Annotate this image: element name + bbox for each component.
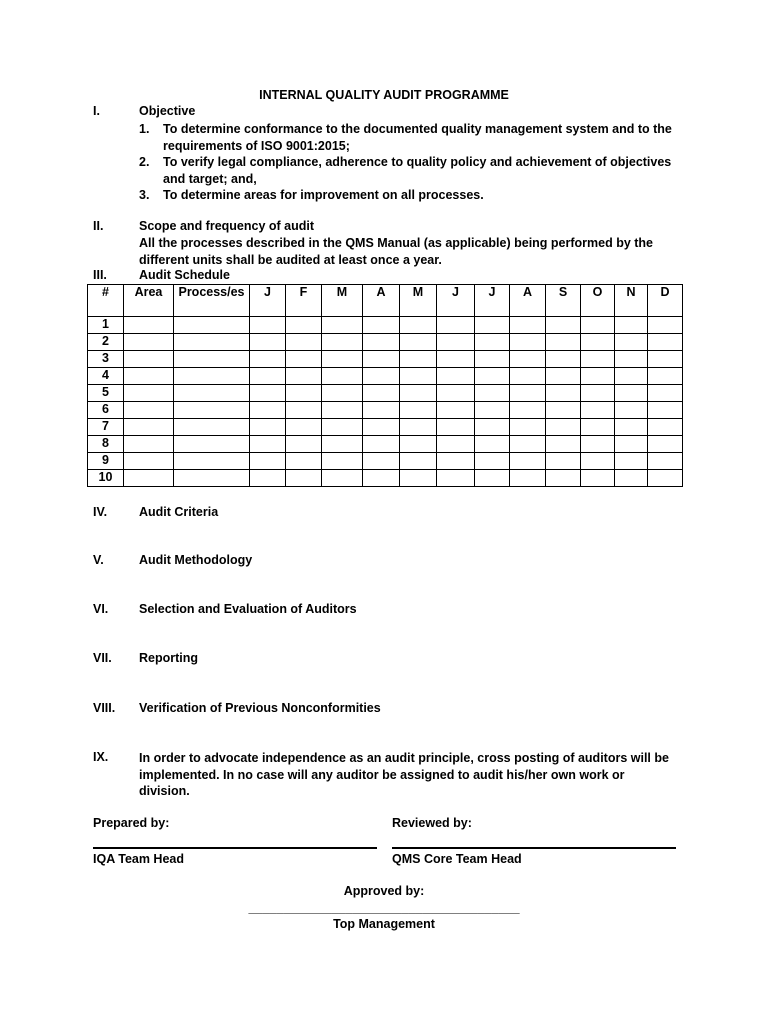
- schedule-cell: [510, 470, 546, 487]
- schedule-cell: [510, 419, 546, 436]
- section-4-number: IV.: [93, 505, 108, 519]
- schedule-cell: [174, 419, 250, 436]
- section-3-heading: Audit Schedule: [139, 268, 230, 282]
- schedule-cell: [250, 419, 286, 436]
- schedule-cell: [250, 368, 286, 385]
- approved-role: Top Management: [333, 917, 435, 931]
- schedule-cell: [475, 368, 510, 385]
- table-row: [88, 317, 683, 334]
- objective-item: [139, 121, 679, 154]
- schedule-cell: [174, 470, 250, 487]
- schedule-cell: [581, 385, 615, 402]
- schedule-cell: [615, 368, 648, 385]
- schedule-header-row: [88, 285, 683, 317]
- schedule-cell: [546, 402, 581, 419]
- schedule-cell: [546, 419, 581, 436]
- approved-signature-line: _______________________________________: [248, 901, 520, 915]
- schedule-cell: [363, 436, 400, 453]
- schedule-cell: [546, 470, 581, 487]
- schedule-cell: [648, 351, 683, 368]
- objectives-list: [139, 121, 679, 204]
- schedule-cell: [546, 334, 581, 351]
- schedule-cell: [615, 470, 648, 487]
- schedule-cell: [286, 453, 322, 470]
- schedule-cell: [475, 470, 510, 487]
- schedule-cell: [648, 436, 683, 453]
- section-6-heading: Selection and Evaluation of Auditors: [139, 602, 357, 616]
- schedule-cell: [437, 470, 475, 487]
- row-number: 8: [88, 436, 124, 453]
- section-2-number: II.: [93, 219, 104, 233]
- schedule-cell: [322, 436, 363, 453]
- column-header: Process/es: [174, 285, 250, 317]
- schedule-cell: [174, 385, 250, 402]
- section-9-text: In order to advocate independence as an audit principle, cross posting of auditors will be implemented. In no case will any auditor be assigned to audit his/her own work or division.: [139, 751, 669, 798]
- schedule-cell: [475, 402, 510, 419]
- schedule-cell: [648, 317, 683, 334]
- objective-item: [139, 187, 679, 204]
- schedule-cell: [286, 317, 322, 334]
- schedule-cell: [174, 351, 250, 368]
- schedule-cell: [174, 453, 250, 470]
- table-row: [88, 351, 683, 368]
- column-header: A: [363, 285, 400, 317]
- row-number: 4: [88, 368, 124, 385]
- schedule-cell: [286, 334, 322, 351]
- schedule-cell: [400, 351, 437, 368]
- schedule-cell: [400, 317, 437, 334]
- schedule-cell: [124, 334, 174, 351]
- schedule-cell: [437, 317, 475, 334]
- schedule-cell: [322, 419, 363, 436]
- schedule-cell: [174, 317, 250, 334]
- schedule-cell: [581, 470, 615, 487]
- schedule-cell: [322, 351, 363, 368]
- section-8-number: VIII.: [93, 701, 116, 715]
- schedule-cell: [615, 385, 648, 402]
- column-header: N: [615, 285, 648, 317]
- objective-text: To determine conformance to the documented quality management system and to the requirements of ISO 9001:2015;: [163, 122, 672, 153]
- schedule-cell: [475, 351, 510, 368]
- schedule-cell: [475, 419, 510, 436]
- objective-item: [139, 154, 679, 187]
- reviewed-role: QMS Core Team Head: [392, 852, 522, 866]
- section-4-heading: Audit Criteria: [139, 505, 219, 519]
- schedule-cell: [400, 419, 437, 436]
- schedule-cell: [400, 436, 437, 453]
- schedule-cell: [250, 470, 286, 487]
- schedule-cell: [648, 368, 683, 385]
- column-header: O: [581, 285, 615, 317]
- schedule-cell: [475, 334, 510, 351]
- schedule-cell: [322, 402, 363, 419]
- schedule-cell: [363, 402, 400, 419]
- schedule-cell: [124, 351, 174, 368]
- column-header: D: [648, 285, 683, 317]
- section-6-number: VI.: [93, 602, 109, 616]
- schedule-cell: [363, 317, 400, 334]
- schedule-cell: [581, 419, 615, 436]
- document-title: INTERNAL QUALITY AUDIT PROGRAMME: [259, 88, 509, 102]
- schedule-cell: [174, 334, 250, 351]
- schedule-cell: [437, 402, 475, 419]
- schedule-cell: [615, 436, 648, 453]
- section-5-heading: Audit Methodology: [139, 553, 253, 567]
- schedule-cell: [363, 368, 400, 385]
- schedule-cell: [286, 368, 322, 385]
- objective-text: To determine areas for improvement on all processes.: [163, 188, 484, 202]
- table-row: [88, 402, 683, 419]
- schedule-cell: [174, 368, 250, 385]
- schedule-cell: [437, 334, 475, 351]
- schedule-cell: [250, 334, 286, 351]
- row-number: 5: [88, 385, 124, 402]
- schedule-cell: [286, 419, 322, 436]
- schedule-cell: [615, 419, 648, 436]
- schedule-cell: [174, 436, 250, 453]
- schedule-cell: [124, 402, 174, 419]
- schedule-cell: [510, 436, 546, 453]
- row-number: 2: [88, 334, 124, 351]
- schedule-cell: [363, 385, 400, 402]
- schedule-cell: [581, 334, 615, 351]
- schedule-cell: [437, 453, 475, 470]
- reviewed-signature-line: [392, 847, 676, 849]
- schedule-cell: [124, 385, 174, 402]
- column-header: J: [475, 285, 510, 317]
- row-number: 3: [88, 351, 124, 368]
- schedule-cell: [475, 453, 510, 470]
- schedule-cell: [363, 351, 400, 368]
- schedule-cell: [546, 351, 581, 368]
- schedule-cell: [322, 385, 363, 402]
- schedule-cell: [174, 402, 250, 419]
- objective-text: To verify legal compliance, adherence to quality policy and achievement of objectives and target; and,: [163, 155, 672, 186]
- section-7-number: VII.: [93, 651, 112, 665]
- schedule-cell: [510, 317, 546, 334]
- schedule-cell: [363, 453, 400, 470]
- reviewed-by-label: Reviewed by:: [392, 816, 472, 830]
- column-header: M: [400, 285, 437, 317]
- table-row: [88, 334, 683, 351]
- table-row: [88, 436, 683, 453]
- section-3-number: III.: [93, 268, 107, 282]
- schedule-cell: [400, 470, 437, 487]
- schedule-cell: [546, 368, 581, 385]
- column-header: J: [250, 285, 286, 317]
- schedule-cell: [400, 368, 437, 385]
- schedule-cell: [437, 368, 475, 385]
- schedule-cell: [322, 334, 363, 351]
- schedule-cell: [581, 317, 615, 334]
- schedule-cell: [124, 470, 174, 487]
- schedule-cell: [648, 385, 683, 402]
- objective-number: 3.: [139, 188, 150, 202]
- schedule-cell: [510, 368, 546, 385]
- schedule-cell: [124, 317, 174, 334]
- schedule-cell: [581, 453, 615, 470]
- schedule-cell: [615, 351, 648, 368]
- section-9-number: IX.: [93, 750, 109, 764]
- schedule-cell: [286, 385, 322, 402]
- section-7-heading: Reporting: [139, 651, 199, 665]
- schedule-cell: [322, 453, 363, 470]
- schedule-cell: [581, 351, 615, 368]
- schedule-cell: [400, 385, 437, 402]
- schedule-cell: [510, 334, 546, 351]
- column-header: #: [88, 285, 124, 317]
- schedule-cell: [581, 402, 615, 419]
- schedule-cell: [363, 334, 400, 351]
- column-header: A: [510, 285, 546, 317]
- schedule-cell: [648, 334, 683, 351]
- schedule-cell: [124, 436, 174, 453]
- column-header: J: [437, 285, 475, 317]
- section-1-heading: Objective: [139, 104, 196, 118]
- schedule-cell: [250, 453, 286, 470]
- approved-by-label: Approved by:: [343, 884, 425, 898]
- scope-text: All the processes described in the QMS Manual (as applicable) being performed by the different units shall be audited at least once a year.: [139, 236, 654, 267]
- schedule-cell: [286, 470, 322, 487]
- schedule-cell: [286, 351, 322, 368]
- prepared-signature-line: [93, 847, 377, 849]
- schedule-cell: [437, 419, 475, 436]
- row-number: 10: [88, 470, 124, 487]
- objective-number: 2.: [139, 155, 150, 169]
- section-5-number: V.: [93, 553, 104, 567]
- schedule-cell: [510, 385, 546, 402]
- schedule-cell: [124, 368, 174, 385]
- section-1-number: I.: [93, 104, 100, 118]
- schedule-cell: [400, 453, 437, 470]
- schedule-cell: [124, 453, 174, 470]
- prepared-by-label: Prepared by:: [93, 816, 170, 830]
- schedule-cell: [250, 351, 286, 368]
- schedule-cell: [581, 436, 615, 453]
- column-header: F: [286, 285, 322, 317]
- schedule-cell: [546, 436, 581, 453]
- schedule-cell: [648, 470, 683, 487]
- audit-schedule-table: [87, 284, 683, 487]
- schedule-cell: [250, 385, 286, 402]
- schedule-body: [88, 317, 683, 487]
- schedule-cell: [648, 453, 683, 470]
- schedule-cell: [648, 419, 683, 436]
- schedule-cell: [546, 317, 581, 334]
- table-row: [88, 385, 683, 402]
- schedule-cell: [546, 453, 581, 470]
- row-number: 7: [88, 419, 124, 436]
- section-8-heading: Verification of Previous Nonconformities: [139, 701, 381, 715]
- objective-number: 1.: [139, 122, 150, 136]
- schedule-cell: [286, 402, 322, 419]
- schedule-cell: [400, 334, 437, 351]
- row-number: 1: [88, 317, 124, 334]
- row-number: 6: [88, 402, 124, 419]
- schedule-cell: [581, 368, 615, 385]
- schedule-cell: [615, 317, 648, 334]
- schedule-cell: [615, 334, 648, 351]
- table-row: [88, 470, 683, 487]
- schedule-cell: [510, 402, 546, 419]
- schedule-cell: [615, 453, 648, 470]
- schedule-cell: [322, 368, 363, 385]
- schedule-cell: [475, 317, 510, 334]
- table-row: [88, 453, 683, 470]
- column-header: Area: [124, 285, 174, 317]
- schedule-cell: [437, 385, 475, 402]
- schedule-cell: [250, 317, 286, 334]
- schedule-cell: [510, 453, 546, 470]
- schedule-cell: [437, 436, 475, 453]
- schedule-cell: [124, 419, 174, 436]
- column-header: M: [322, 285, 363, 317]
- column-header: S: [546, 285, 581, 317]
- schedule-cell: [363, 470, 400, 487]
- prepared-role: IQA Team Head: [93, 852, 184, 866]
- schedule-cell: [400, 402, 437, 419]
- schedule-cell: [286, 436, 322, 453]
- table-row: [88, 368, 683, 385]
- schedule-cell: [322, 470, 363, 487]
- schedule-cell: [322, 317, 363, 334]
- schedule-cell: [648, 402, 683, 419]
- section-2-heading: Scope and frequency of audit: [139, 219, 315, 233]
- schedule-cell: [510, 351, 546, 368]
- schedule-cell: [363, 419, 400, 436]
- row-number: 9: [88, 453, 124, 470]
- schedule-cell: [250, 436, 286, 453]
- schedule-cell: [615, 402, 648, 419]
- schedule-cell: [475, 385, 510, 402]
- schedule-cell: [437, 351, 475, 368]
- schedule-cell: [546, 385, 581, 402]
- schedule-cell: [250, 402, 286, 419]
- schedule-cell: [475, 436, 510, 453]
- table-row: [88, 419, 683, 436]
